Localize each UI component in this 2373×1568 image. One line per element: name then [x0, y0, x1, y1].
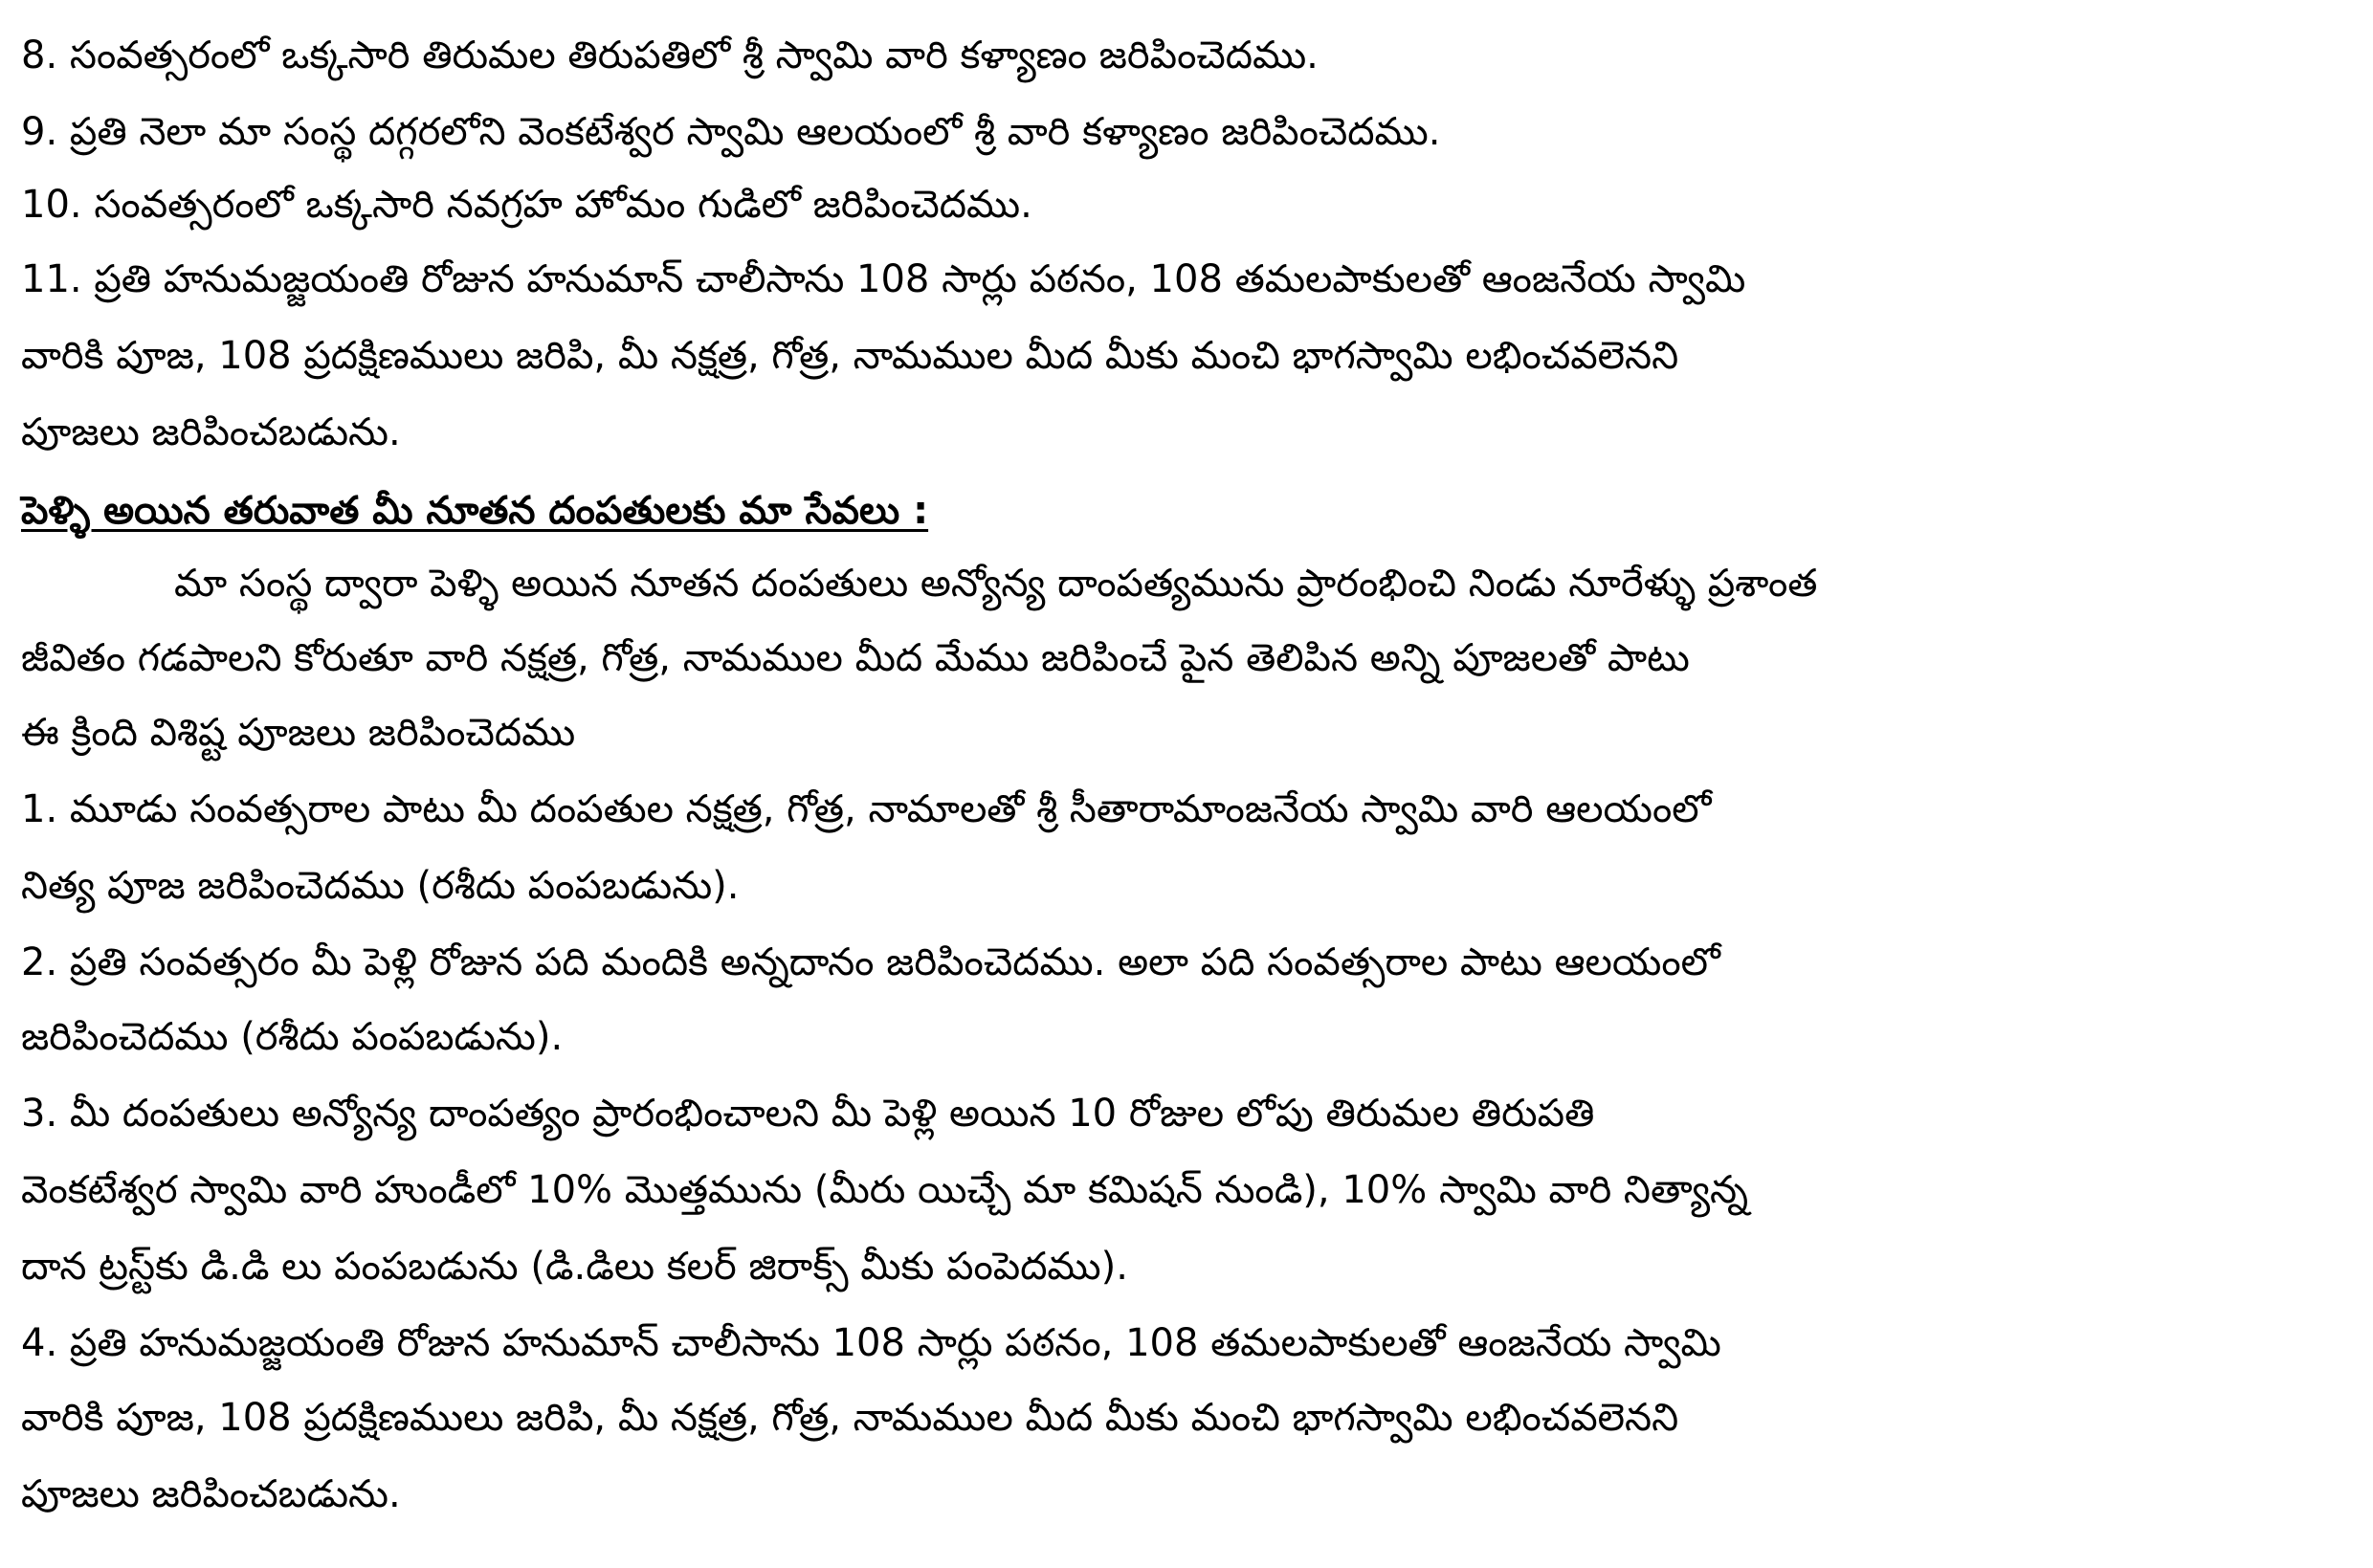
text-line: పూజలు జరిపించబడును.: [21, 410, 401, 454]
text-line: వెంకటేశ్వర స్వామి వారి హుండీలో 10% మొత్తమును (మీరు యిచ్చే మా కమిషన్ నుండి), 10% స్వామి వారి నిత్యాన్న: [21, 1168, 1748, 1212]
text-line: ఈ క్రింది విశిష్ట పూజలు జరిపించెదము: [21, 711, 576, 755]
text-line: 10. సంవత్సరంలో ఒక్కసారి నవగ్రహ హోమం గుడిలో జరిపించెదము.: [21, 183, 1032, 227]
text-line: నిత్య పూజ జరిపించెదము (రశీదు పంపబడును).: [21, 864, 740, 908]
text-line: మా సంస్థ ద్వారా పెళ్ళి అయిన నూతన దంపతులు అన్యోన్య దాంపత్యమును ప్రారంభించి నిండు నూరేళ్ళు ప్రశాంత: [174, 562, 1818, 606]
section-heading: పెళ్ళి అయిన తరువాత మీ నూతన దంపతులకు మా సేవలు :: [21, 489, 929, 533]
text-line: దాన ట్రస్ట్‌కు డి.డి లు పంపబడును (డి.డిలు కలర్ జిరాక్స్ మీకు పంపెదము).: [21, 1245, 1128, 1289]
text-line: 2. ప్రతి సంవత్సరం మీ పెళ్లి రోజున పది మందికి అన్నదానం జరిపించెదము. అలా పది సంవత్సరాల పాటు ఆలయంలో: [21, 940, 1720, 984]
text-line: జరిపించెదము (రశీదు పంపబడును).: [21, 1015, 564, 1059]
text-line: వారికి పూజ, 108 ప్రదక్షిణములు జరిపి, మీ నక్షత్ర, గోత్ర, నామముల మీద మీకు మంచి భాగస్వామి లభించవలెనని: [21, 334, 1679, 378]
text-line: 9. ప్రతి నెలా మా సంస్థ దగ్గరలోని వెంకటేశ్వర స్వామి ఆలయంలో శ్రీ వారి కళ్యాణం జరిపించెదము.: [21, 110, 1441, 154]
text-line: 1. మూడు సంవత్సరాల పాటు మీ దంపతుల నక్షత్ర, గోత్ర, నామాలతో శ్రీ సీతారామాంజనేయ స్వామి వారి ఆలయంలో: [21, 787, 1712, 831]
text-line: జీవితం గడపాలని కోరుతూ వారి నక్షత్ర, గోత్ర, నామముల మీద మేము జరిపించే పైన తెలిపిన అన్ని పూజలతో పాటు: [21, 636, 1690, 680]
text-line: 4. ప్రతి హనుమజ్జయంతి రోజున హనుమాన్ చాలీసాను 108 సార్లు పఠనం, 108 తమలపాకులతో ఆంజనేయ స్వామి: [21, 1321, 1721, 1365]
text-line: 11. ప్రతి హనుమజ్జయంతి రోజున హనుమాన్ చాలీసాను 108 సార్లు పఠనం, 108 తమలపాకులతో ఆంజనేయ స్వామి: [21, 257, 1746, 301]
text-line: వారికి పూజ, 108 ప్రదక్షిణములు జరిపి, మీ నక్షత్ర, గోత్ర, నామముల మీద మీకు మంచి భాగస్వామి లభించవలెనని: [21, 1396, 1679, 1440]
text-line: 3. మీ దంపతులు అన్యోన్య దాంపత్యం ప్రారంభించాలని మీ పెళ్లి అయిన 10 రోజుల లోపు తిరుమల తిరుపతి: [21, 1092, 1595, 1136]
text-line: 8. సంవత్సరంలో ఒక్కసారి తిరుమల తిరుపతిలో శ్రీ స్వామి వారి కళ్యాణం జరిపించెదము.: [21, 33, 1319, 77]
text-line: పూజలు జరిపించబడును.: [21, 1472, 401, 1516]
